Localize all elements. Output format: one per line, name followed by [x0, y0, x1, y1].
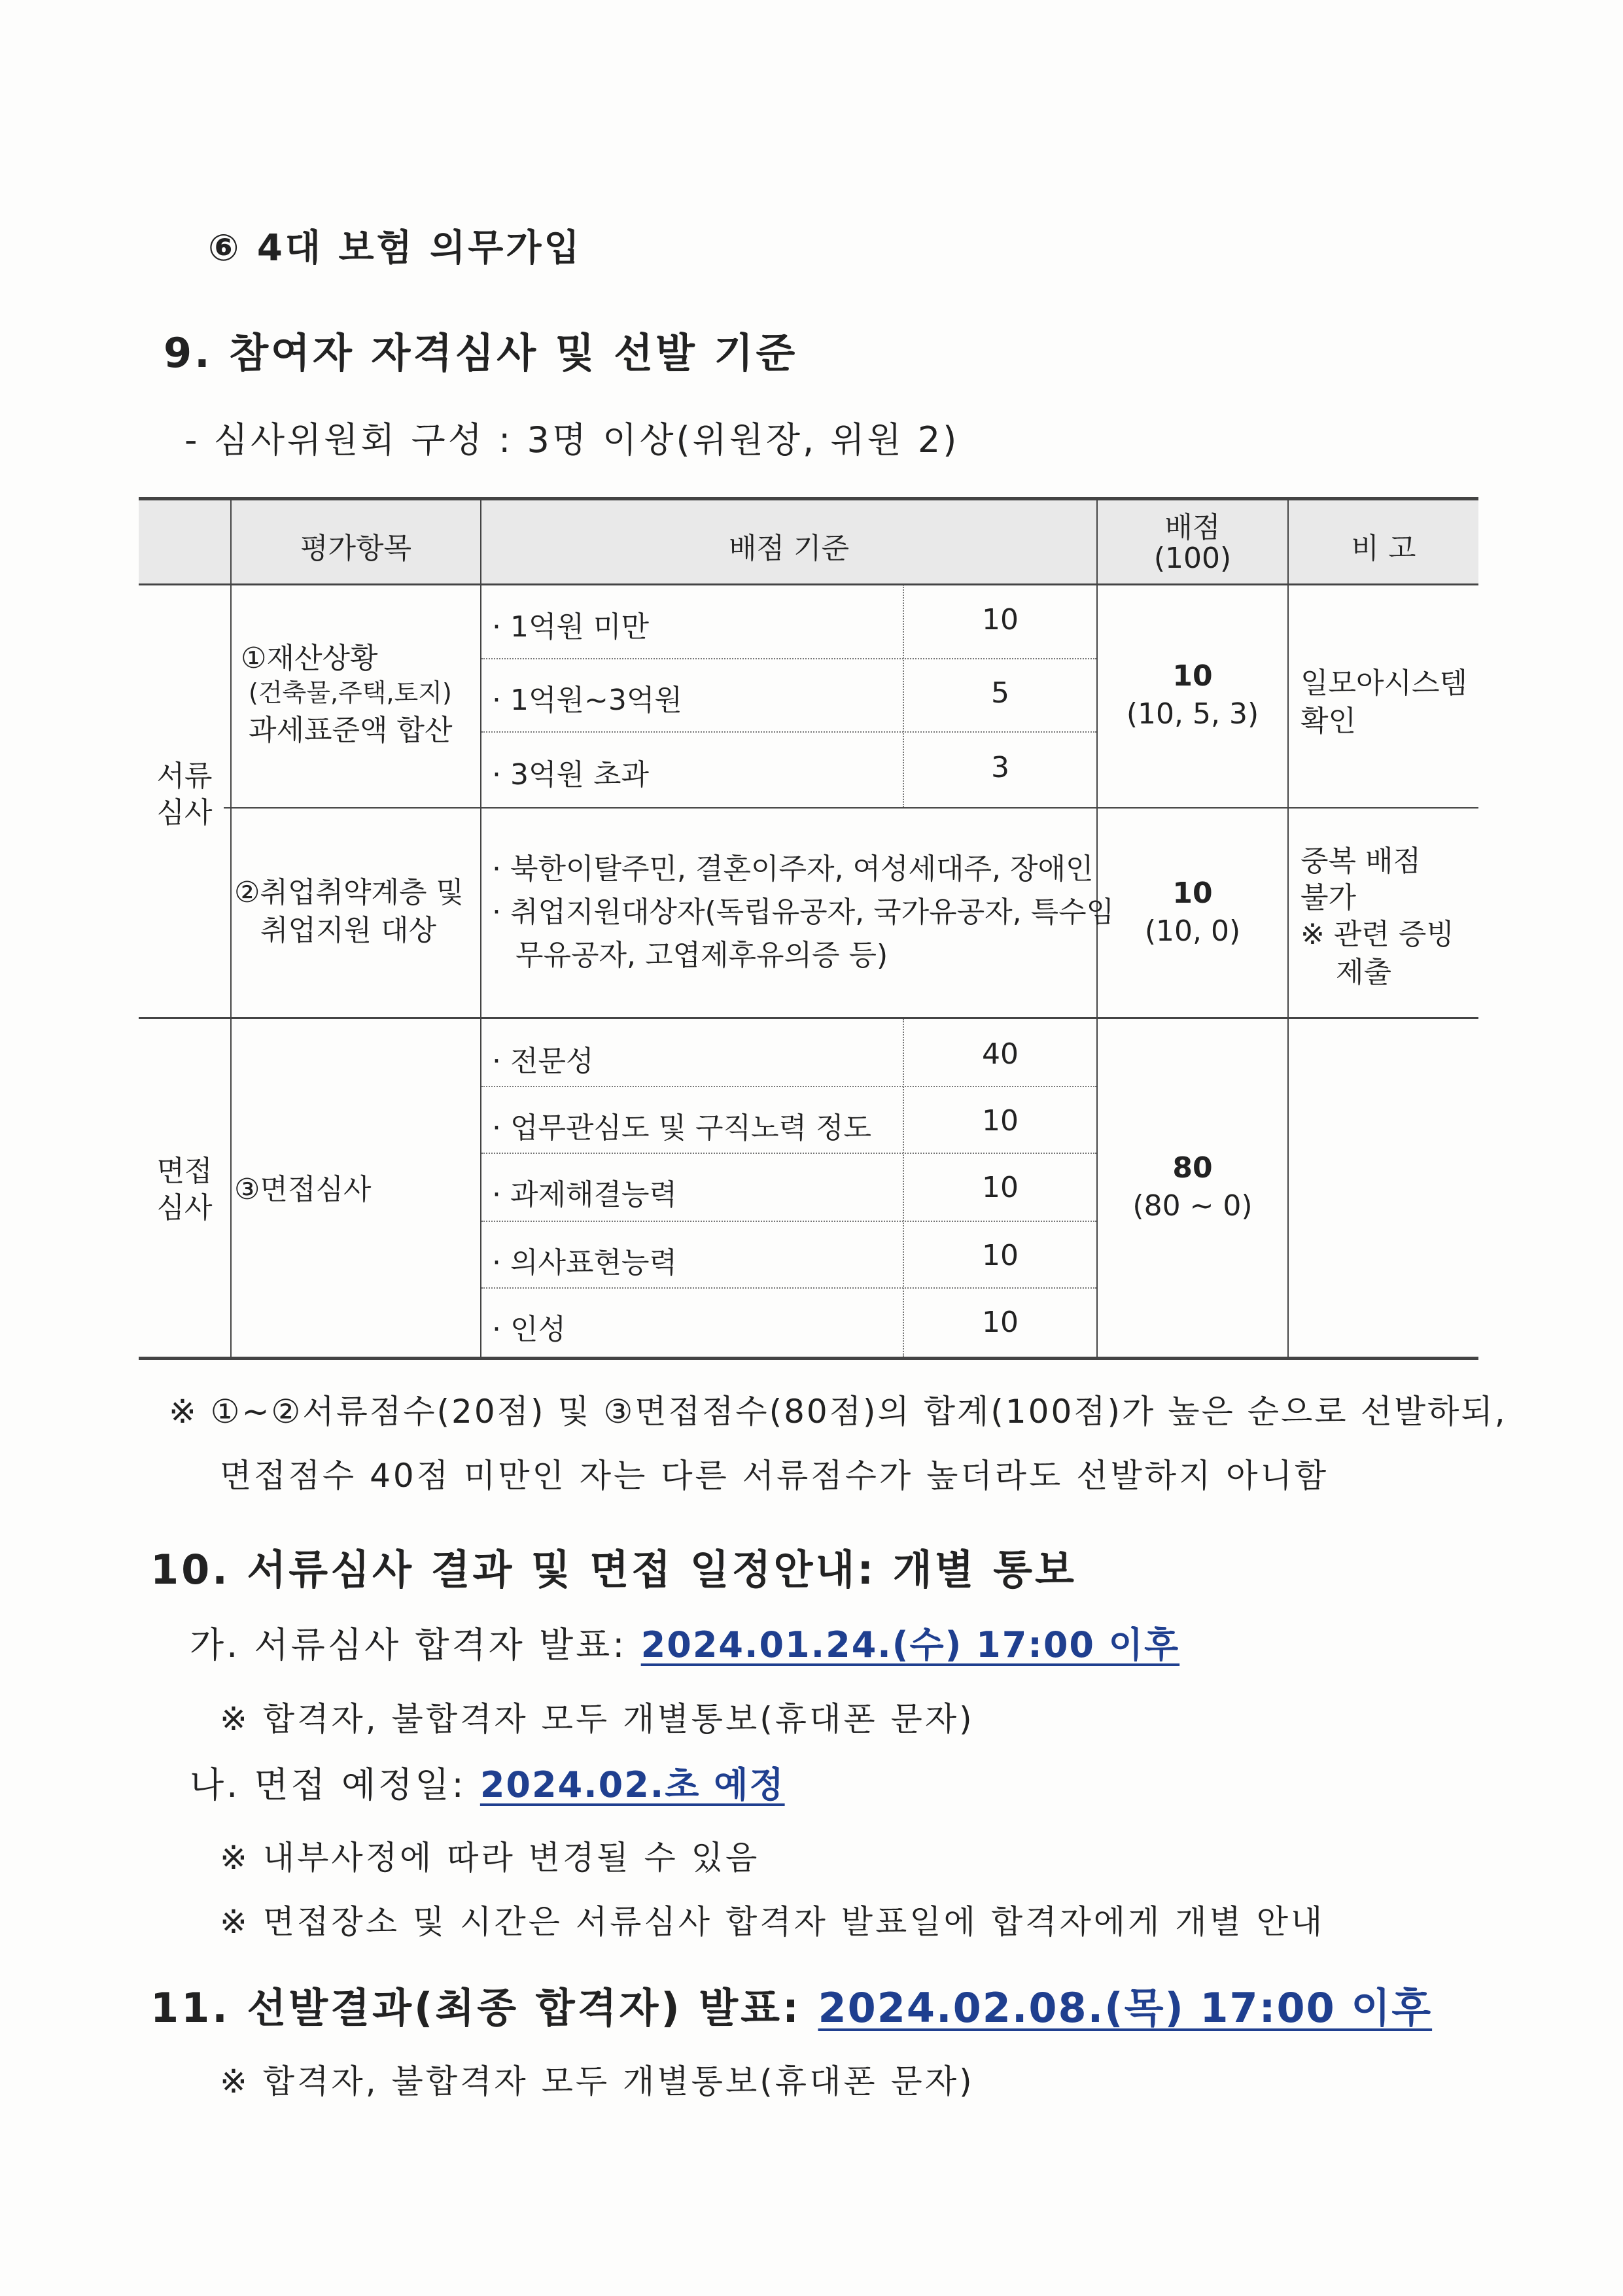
table-top-border [139, 497, 1478, 500]
col-divider-1 [230, 497, 232, 1359]
na-label: 나. 면접 예정일: [190, 1764, 480, 1805]
row3-sub-divider-3 [481, 1221, 1096, 1222]
group-int-line1: 면접 [156, 1155, 213, 1188]
row1-sub-divider-1 [481, 658, 1096, 659]
col-divider-4 [1287, 497, 1289, 1359]
row2-note-line2: 불가 [1300, 881, 1357, 914]
section-10-title: 10. 서류심사 결과 및 면접 일정안내: 개별 통보 [150, 1546, 1077, 1593]
row2-criterion-line2: · 취업지원대상자(독립유공자, 국가유공자, 특수임 [492, 896, 1115, 929]
row3-points-2: 10 [982, 1104, 1019, 1138]
row3-points-5: 10 [982, 1306, 1019, 1339]
section-11-date: 2024.02.08.(목) 17:00 이후 [818, 1984, 1433, 2032]
table-bottom-border [139, 1357, 1478, 1360]
row1-points-1: 10 [982, 603, 1019, 636]
committee-line: - 심사위원회 구성 : 3명 이상(위원장, 위원 2) [184, 419, 960, 461]
row2-note-line3: ※ 관련 증빙 [1300, 918, 1454, 951]
row1-note-line2: 확인 [1300, 704, 1357, 738]
row3-criterion-2: · 업무관심도 및 구직노력 정도 [492, 1111, 871, 1145]
na-date: 2024.02.초 예정 [480, 1764, 785, 1805]
row3-criterion-3: · 과제해결능력 [492, 1178, 677, 1211]
row3-item: ③면접심사 [234, 1173, 372, 1206]
row3-criterion-4: · 의사표현능력 [492, 1246, 677, 1279]
row1-criterion-1: · 1억원 미만 [492, 610, 649, 644]
section-9-title: 9. 참여자 자격심사 및 선발 기준 [164, 329, 798, 377]
header-item: 평가항목 [300, 532, 411, 565]
row1-sub-divider-2 [481, 731, 1096, 733]
row2-item-line1: ②취업취약계층 및 [234, 876, 464, 909]
row3-points-1: 40 [982, 1037, 1019, 1071]
col-divider-2 [480, 497, 481, 1359]
row2-note-line4: 제출 [1336, 956, 1392, 989]
row3-sub-divider-4 [481, 1287, 1096, 1289]
header-bottom-border [139, 583, 1478, 585]
row2-score-detail: (10, 0) [1144, 914, 1241, 948]
header-score-line1: 배점 [1164, 511, 1221, 544]
row2-item-line2: 취업지원 대상 [260, 914, 437, 947]
row3-score-detail: (80 ~ 0) [1132, 1189, 1253, 1223]
group-doc-line1: 서류 [156, 759, 213, 793]
row3-sub-divider-1 [481, 1086, 1096, 1087]
row3-sub-divider-2 [481, 1153, 1096, 1154]
evaluation-table [139, 497, 1478, 1359]
row1-criterion-3: · 3억원 초과 [492, 758, 649, 791]
row2-note-line1: 중복 배점 [1300, 844, 1422, 878]
ga-date: 2024.01.24.(수) 17:00 이후 [640, 1624, 1180, 1665]
header-note: 비 고 [1351, 532, 1416, 565]
group-int-line2: 심사 [156, 1191, 213, 1225]
interview-line-na [190, 1757, 785, 1807]
row1-note-line1: 일모아시스템 [1300, 667, 1468, 700]
row3-score: 80 [1172, 1151, 1213, 1185]
row2-criterion-line1: · 북한이탈주민, 결혼이주자, 여성세대주, 장애인 [492, 852, 1094, 886]
header-criteria: 배점 기준 [728, 532, 849, 565]
row3-points-3: 10 [982, 1171, 1019, 1204]
row1-score-detail: (10, 5, 3) [1126, 697, 1259, 731]
row1-criterion-2: · 1억원~3억원 [492, 684, 682, 717]
row1-item-line2: (건축물,주택,토지) [249, 678, 452, 707]
na-note-2: ※ 면접장소 및 시간은 서류심사 합격자 발표일에 합격자에게 개별 안내 [220, 1903, 1325, 1941]
section-11-note: ※ 합격자, 불합격자 모두 개별통보(휴대폰 문자) [220, 2062, 975, 2100]
table-note-line2: 면접점수 40점 미만인 자는 다른 서류점수가 높더라도 선발하지 아니함 [220, 1457, 1329, 1495]
row1-bottom-border [224, 807, 1478, 809]
row1-points-3: 3 [991, 751, 1009, 784]
ga-label: 가. 서류심사 합격자 발표: [190, 1624, 641, 1665]
na-note-1: ※ 내부사정에 따라 변경될 수 있음 [220, 1839, 760, 1877]
row3-criterion-1: · 전문성 [492, 1045, 594, 1078]
row2-score: 10 [1172, 877, 1213, 910]
group-doc-line2: 심사 [156, 796, 213, 829]
row1-points-2: 5 [991, 676, 1009, 710]
row1-score: 10 [1172, 659, 1213, 693]
row1-item-line1: ①재산상황 [241, 642, 378, 675]
table-note-line1: ※ ①~②서류점수(20점) 및 ③면접점수(80점)의 합계(100점)가 높은 순으로 선발하되, [169, 1393, 1507, 1431]
row2-criterion-line3: 무유공자, 고엽제후유의증 등) [515, 939, 888, 972]
row2-bottom-border [139, 1017, 1478, 1019]
announcement-line-ga [190, 1617, 1179, 1667]
header-score-line2: (100) [1153, 542, 1232, 575]
item-6-heading: ⑥ 4대 보험 의무가입 [208, 227, 582, 270]
section-11-line [150, 1975, 1432, 2034]
row3-criterion-5: · 인성 [492, 1313, 566, 1346]
row1-item-line3: 과세표준액 합산 [249, 714, 453, 747]
section-11-title: 11. 선발결과(최종 합격자) 발표: [150, 1984, 818, 2032]
ga-note: ※ 합격자, 불합격자 모두 개별통보(휴대폰 문자) [220, 1700, 975, 1738]
row3-points-4: 10 [982, 1239, 1019, 1272]
